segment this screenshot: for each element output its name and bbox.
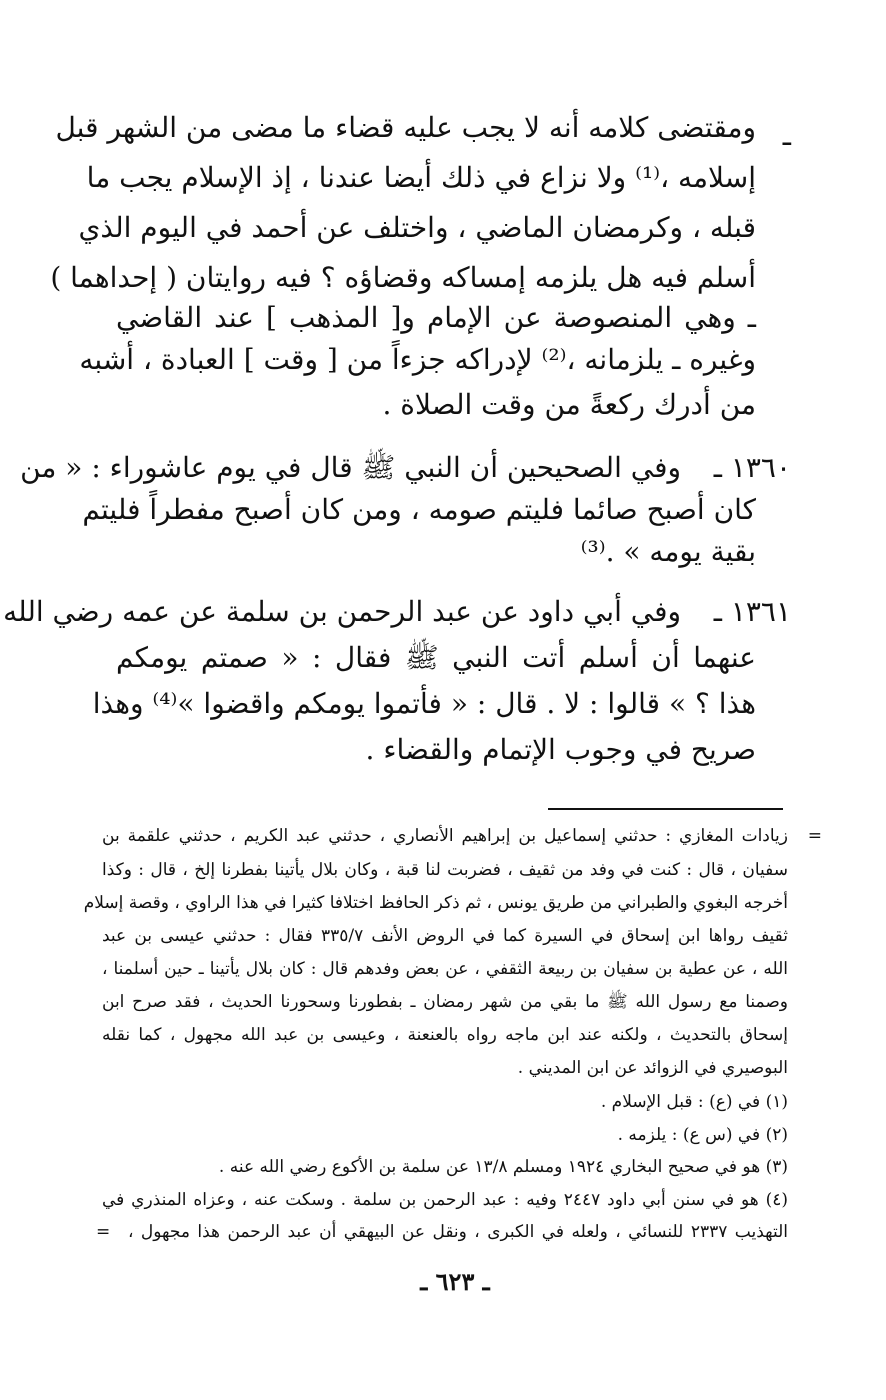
continued-mark: = bbox=[807, 826, 822, 846]
footnote-line: زيادات المغازي : حدثني إسماعيل بن إبراهيم الأنصاري ، حدثني عبد الكريم ، حدثني علقمة بن bbox=[102, 826, 788, 846]
footnote-line: أخرجه البغوي والطبراني من طريق يونس ، ثم ذكر الحافظ اختلافا كثيرا في هذا الراوي ، وقصة إسلام bbox=[83, 893, 788, 913]
main-text-line: وفي أبي داود عن عبد الرحمن بن سلمة عن عمه رضي الله bbox=[3, 595, 681, 628]
footnote-1: (١) في (ع) : قبل الإسلام . bbox=[600, 1092, 788, 1112]
footnote-line: الله ، عن عطية بن سفيان بن ربيعة الثقفي ، عن بعض وفدهم قال : كان بلال يأتينا ـ حين أسلمنا ، bbox=[102, 959, 788, 979]
footnote-4: (٤) هو في سنن أبي داود ٢٤٤٧ وفيه : عبد الرحمن بن سلمة . وسكت عنه ، وعزاه المنذري في bbox=[102, 1190, 788, 1210]
footnote-3: (٣) هو في صحيح البخاري ١٩٢٤ ومسلم ١٣/٨ عن سلمة بن الأكوع رضي الله عنه . bbox=[218, 1157, 788, 1177]
main-text-line: وغيره ـ يلزمانه ،⁽²⁾ لإدراكه جزءاً من [ وقت ] العبادة ، أشبه bbox=[79, 343, 756, 376]
main-text-line: بقية يومه » .⁽³⁾ bbox=[580, 535, 756, 568]
footnote-line: سفيان ، قال : كنت في وفد من ثقيف ، فضربت لنا قبة ، وكان بلال يأتينا بفطرنا إلخ ، قال : وكذا bbox=[102, 860, 788, 880]
footnote-4-continued: التهذيب ٢٣٣٧ للنسائي ، ولعله في الكبرى ، ونقل عن البيهقي أن عبد الرحمن هذا مجهول ، bbox=[128, 1222, 788, 1242]
main-text-line: ومقتضى كلامه أنه لا يجب عليه قضاء ما مضى من الشهر قبل bbox=[55, 111, 756, 144]
main-text-line: وفي الصحيحين أن النبي ﷺ قال في يوم عاشوراء : « من bbox=[20, 451, 681, 484]
page-number: ـ ٦٢٣ ـ bbox=[420, 1267, 490, 1296]
main-text-line: قبله ، وكرمضان الماضي ، واختلف عن أحمد في اليوم الذي bbox=[78, 211, 756, 244]
footnote-line: البوصيري في الزوائد عن ابن المديني . bbox=[517, 1058, 788, 1078]
footnote-2: (٢) في (س ع) : يلزمه . bbox=[617, 1125, 788, 1145]
main-text-line: كان أصبح صائما فليتم صومه ، ومن كان أصبح مفطراً فليتم bbox=[82, 493, 756, 526]
paragraph-lead-dash: ـ bbox=[782, 119, 791, 152]
entry-number: ١٣٦١ ـ bbox=[713, 595, 791, 628]
main-text-line: هذا ؟ » قالوا : لا . قال : « فأتموا يومكم واقضوا »⁽⁴⁾ وهذا bbox=[92, 687, 756, 720]
main-text-line: إسلامه ،⁽¹⁾ ولا نزاع في ذلك أيضا عندنا ، إذ الإسلام يجب ما bbox=[86, 161, 756, 194]
entry-number: ١٣٦٠ ـ bbox=[713, 451, 791, 484]
footnote-line: ثقيف رواها ابن إسحاق في السيرة كما في الروض الأنف ٣٣٥/٧ فقال : حدثني عيسى بن عبد bbox=[102, 926, 788, 946]
main-text-line: أسلم فيه هل يلزمه إمساكه وقضاؤه ؟ فيه روايتان ( إحداهما ) bbox=[50, 261, 756, 294]
main-text-line: صريح في وجوب الإتمام والقضاء . bbox=[365, 733, 756, 766]
main-text-line: عنهما أن أسلم أتت النبي ﷺ فقال : « صمتم يومكم bbox=[116, 641, 756, 674]
main-text-line: ـ وهي المنصوصة عن الإمام و[ المذهب ] عند القاضي bbox=[116, 301, 757, 334]
footnote-line: وصمنا مع رسول الله ﷺ ما بقي من شهر رمضان ـ بفطورنا وسحورنا الحديث ، فقد صرح ابن bbox=[102, 992, 788, 1012]
main-text-line: من أدرك ركعةً من وقت الصلاة . bbox=[382, 388, 756, 421]
footnote-line: إسحاق بالتحديث ، ولكنه عند ابن ماجه رواه بالعنعنة ، وعيسى بن عبد الله مجهول ، كما نقله bbox=[102, 1025, 788, 1045]
footnote-divider bbox=[548, 808, 783, 810]
trailing-continued-mark: = bbox=[96, 1222, 111, 1242]
